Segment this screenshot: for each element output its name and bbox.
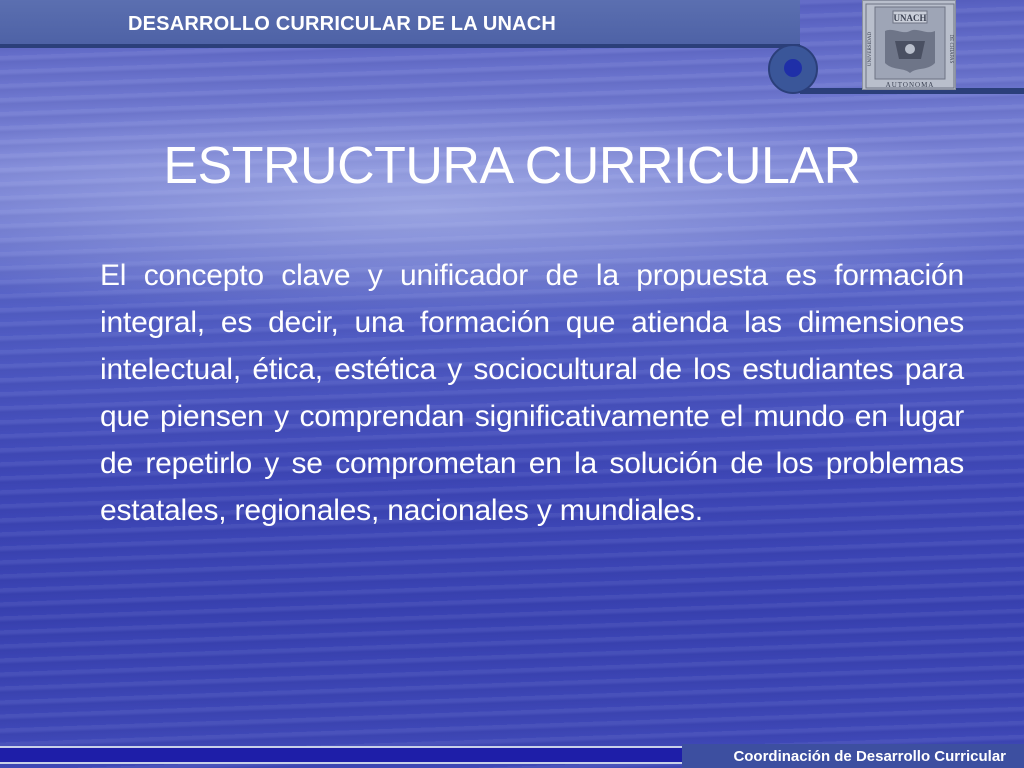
footer-label-box [682,744,1024,768]
logo-top-text: UNACH [893,13,927,23]
logo-bottom-text: AUTONOMA [885,81,935,89]
logo-right-text: DE CHIAPAS [948,34,953,64]
university-seal-icon [863,1,957,91]
slide-body-paragraph: El concepto clave y unificador de la propuesta es formación integral, es decir, una formación que atienda las dimensiones intelectual, ética, estética y sociocultural de los estudiantes para que piensen y comprendan significativamente el mundo en lugar de repetirlo y se comprometan en la solución de los problemas estatales, regionales, nacionales y mundiales. [100,259,964,527]
footer-label: Coordinación de Desarrollo Curricular [733,748,1006,765]
footer-stripe [0,746,682,764]
header-bar [0,0,800,48]
unach-logo [862,0,956,90]
slide-title: ESTRUCTURA CURRICULAR [163,137,861,195]
circle-dot-icon [784,59,802,77]
header-title: DESARROLLO CURRICULAR DE LA UNACH [128,13,557,35]
logo-left-text: UNIVERSIDAD [868,31,873,67]
